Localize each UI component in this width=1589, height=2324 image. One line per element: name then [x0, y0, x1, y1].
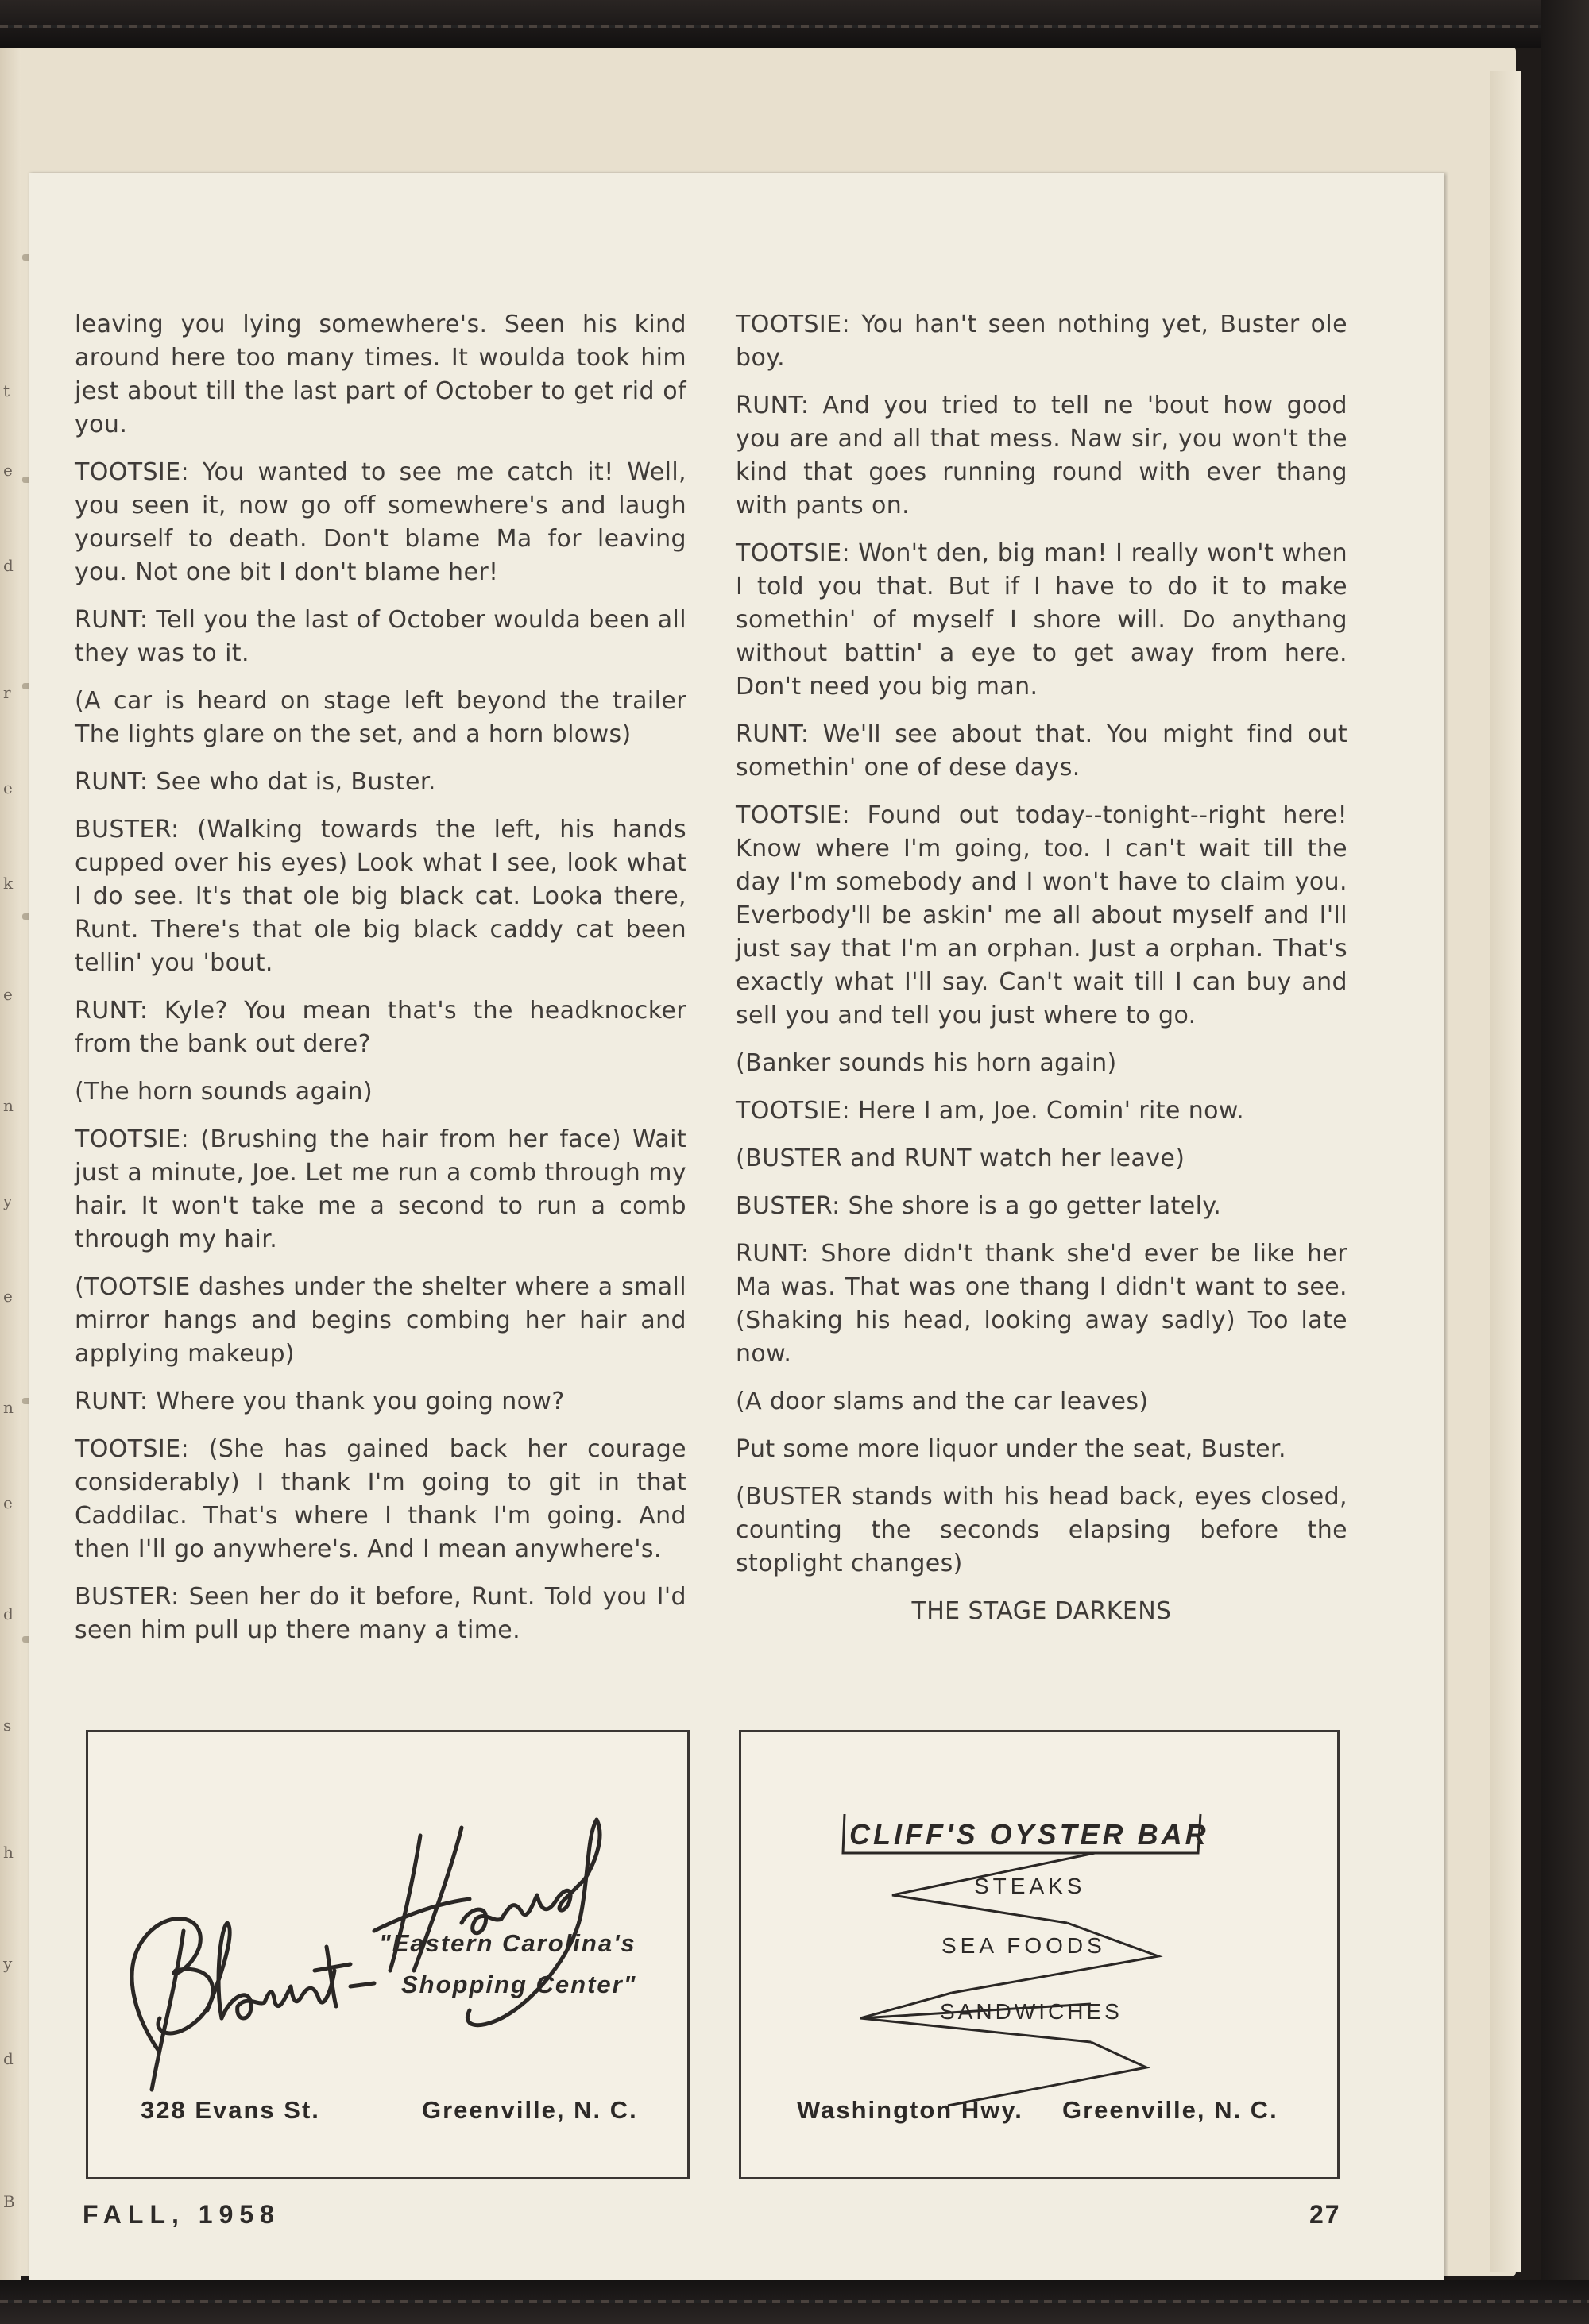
issue-date: FALL, 1958 — [83, 2200, 280, 2229]
stage-direction: (BUSTER and RUNT watch her leave) — [736, 1145, 1185, 1172]
paragraph: TOOTSIE: You han't seen nothing yet, Buster ole boy. — [736, 311, 1347, 372]
restaurant-name: CLIFF'S OYSTER BAR — [849, 1818, 1209, 1851]
paragraph: TOOTSIE: (She has gained back her courage considerably) I thank I'm going to git in that Caddilac. That's where I thank I'm going. And then I'll go anywhere's. And I mean anywhere's. — [75, 1435, 686, 1563]
stage-direction: (BUSTER stands with his head back, eyes closed, counting the seconds elapsing before the stoplight changes) — [736, 1483, 1347, 1577]
paragraph: RUNT: Tell you the last of October woulda been all they was to it. — [75, 606, 686, 667]
menu-item-steaks: STEAKS — [974, 1874, 1086, 1898]
binder-top-edge — [0, 0, 1589, 48]
binder-right-edge — [1541, 0, 1589, 2324]
scene-end-heading: THE STAGE DARKENS — [911, 1597, 1172, 1625]
tagline-line-2: Shopping Center" — [401, 1971, 637, 1998]
ad-address: Washington Hwy. — [797, 2096, 1023, 2124]
paragraph: BUSTER: She shore is a go getter lately. — [736, 1192, 1222, 1220]
previous-page-strip: t e d r e k e n y e n e d s h y d B — [0, 48, 21, 2280]
paragraph: BUSTER: Seen her do it before, Runt. Told you I'd seen him pull up there many a time. — [75, 1583, 686, 1644]
paragraph: TOOTSIE: Found out today--tonight--right here! Know where I'm going, too. I can't wait till the day I'm somebody and I won't have to claim you. Everbody'll be askin' me all about myself and I'll just say that I'm an orphan. Just a orphan. That's exactly what I'll say. Can't wait till I can buy and sell you and tell you just where to go. — [736, 801, 1347, 1029]
blount-harvey-advertisement — [86, 1730, 690, 2179]
paragraph: BUSTER: (Walking towards the left, his hands cupped over his eyes) Look what I see, look what I do see. It's that ole big black cat. Looka there, Runt. There's that ole big black caddy cat been tellin' you 'bout. — [75, 816, 686, 977]
paragraph: RUNT: Shore didn't thank she'd ever be like her Ma was. That was one thang I didn't want to see. (Shaking his head, looking away sadly) Too late now. — [736, 1240, 1347, 1368]
stage-direction: (A car is heard on stage left beyond the trailer The lights glare on the set, and a horn blows) — [75, 687, 686, 748]
magazine-page — [29, 173, 1444, 2280]
paragraph: TOOTSIE: (Brushing the hair from her face) Wait just a minute, Joe. Let me run a comb through my hair. It won't take me a second to run a comb through my hair. — [75, 1125, 686, 1253]
stage-direction: (A door slams and the car leaves) — [736, 1388, 1149, 1415]
paragraph: Put some more liquor under the seat, Buster. — [736, 1435, 1286, 1463]
stage-direction: (TOOTSIE dashes under the shelter where a small mirror hangs and begins combing her hair and applying makeup) — [75, 1273, 686, 1368]
tagline-line-1: "Eastern Carolina's — [379, 1929, 636, 1957]
page-edges — [1490, 71, 1521, 2272]
cliffs-oyster-bar-advertisement — [739, 1730, 1340, 2179]
menu-item-sandwiches: SANDWICHES — [940, 1999, 1123, 2024]
right-text-column — [736, 308, 1347, 1643]
paragraph: TOOTSIE: Won't den, big man! I really won't when I told you that. But if I have to do it to make somethin' of myself I shore will. Do anythang without battin' a eye to get away from here. Don't need you big man. — [736, 539, 1347, 701]
menu-item-sea-foods: SEA FOODS — [941, 1933, 1106, 1958]
stage-direction: (The horn sounds again) — [75, 1078, 373, 1106]
left-text-column — [75, 308, 686, 1662]
page-number: 27 — [1309, 2200, 1341, 2229]
paragraph: RUNT: And you tried to tell ne 'bout how good you are and all that mess. Naw sir, you won't the kind that goes running round with ever thang with pants on. — [736, 392, 1347, 519]
paragraph: leaving you lying somewhere's. Seen his kind around here too many times. It woulda took him jest about till the last part of October to get rid of you. — [75, 311, 686, 438]
paragraph: RUNT: See who dat is, Buster. — [75, 768, 436, 796]
paragraph: TOOTSIE: You wanted to see me catch it! Well, you seen it, now go off somewhere's and laugh yourself to death. Don't blame Ma for leaving you. Not one bit I don't blame her! — [75, 458, 686, 586]
paragraph: RUNT: We'll see about that. You might find out somethin' one of dese days. — [736, 720, 1347, 782]
paragraph: RUNT: Kyle? You mean that's the headknocker from the bank out dere? — [75, 997, 686, 1058]
paragraph: RUNT: Where you thank you going now? — [75, 1388, 565, 1415]
binder-bottom-edge — [0, 2280, 1589, 2324]
paragraph: TOOTSIE: Here I am, Joe. Comin' rite now. — [736, 1097, 1245, 1125]
ad-address: 328 Evans St. — [141, 2096, 320, 2124]
ad-city: Greenville, N. C. — [1062, 2096, 1278, 2124]
ad-city: Greenville, N. C. — [422, 2096, 638, 2124]
stage-direction: (Banker sounds his horn again) — [736, 1049, 1117, 1077]
